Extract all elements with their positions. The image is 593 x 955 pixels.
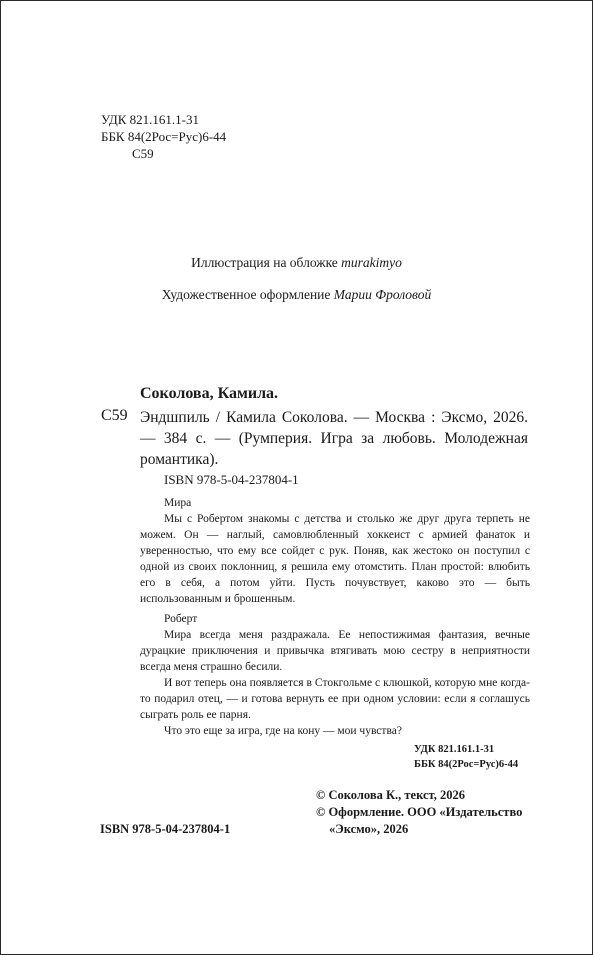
- annotation-robert: [140, 611, 530, 739]
- design-artist: Марии Фроловой: [333, 287, 432, 302]
- record-author: Соколова, Камила.: [140, 385, 279, 402]
- illustration-label: Иллюстрация на обложке: [191, 255, 338, 270]
- bbk-code: ББК 84(2Рос=Рус)6-44: [101, 129, 227, 144]
- illustration-credit: [1, 255, 592, 271]
- copyright-block: [316, 787, 522, 838]
- design-credit: [1, 287, 592, 303]
- robert-paragraph-3: Что это еще за игра, где на кону — мои чувства?: [164, 725, 402, 737]
- copyright-publisher: «Эксмо», 2026: [329, 822, 409, 836]
- record-author-sign: С59: [101, 407, 128, 424]
- bottom-bbk: ББК 84(2Рос=Рус)6-44: [414, 759, 519, 770]
- mira-paragraph: Мы с Робертом знакомы с детства и столько же друг друга терпеть не можем. Он — наглый, самовлюбленный хоккеист с армией фанаток и уверенностью, что ему все сойдет с рук. Поняв, как жестоко он поступил с одной из своих поклонниц, я решила ему отомстить. План простой: влюбить его в себя, а потом уйти. Пусть почувствует, каково это — быть использованным и брошенным.: [140, 513, 530, 605]
- robert-label: Роберт: [164, 613, 198, 625]
- bottom-codes: [414, 742, 518, 772]
- udk-code: УДК 821.161.1-31: [101, 112, 200, 127]
- author-sign: С59: [132, 146, 154, 161]
- annotation-mira: [140, 495, 530, 607]
- copyright-text: © Соколова К., текст, 2026: [316, 788, 465, 802]
- record-isbn: ISBN 978-5-04-237804-1: [164, 472, 299, 487]
- mira-label: Мира: [164, 497, 192, 509]
- robert-paragraph-1: Мира всегда меня раздражала. Ее непостижимая фантазия, вечные дурацкие приключения и привычка втягивать мою сестру в неприятности всегда меня страшно бесили.: [140, 629, 530, 673]
- footer-isbn: ISBN 978-5-04-237804-1: [100, 822, 231, 836]
- classification-codes: [101, 111, 226, 162]
- bottom-udk: УДК 821.161.1-31: [414, 744, 495, 755]
- bibliographic-description: Эндшпиль / Камила Соколова. — Москва : Эксмо, 2026. — 384 с. — (Румперия. Игра за любовь. Молодежная романтика).: [140, 409, 528, 468]
- copyright-design: © Оформление. ООО «Издательство: [316, 805, 523, 819]
- design-label: Художественное оформление: [161, 287, 331, 302]
- illustration-artist: murakimyo: [341, 255, 402, 270]
- robert-paragraph-2: И вот теперь она появляется в Стокгольме с клюшкой, которую мне когда-то подарил отец, — и готова вернуть ее при одном условии: если я соглашусь сыграть роль ее парня.: [140, 677, 530, 721]
